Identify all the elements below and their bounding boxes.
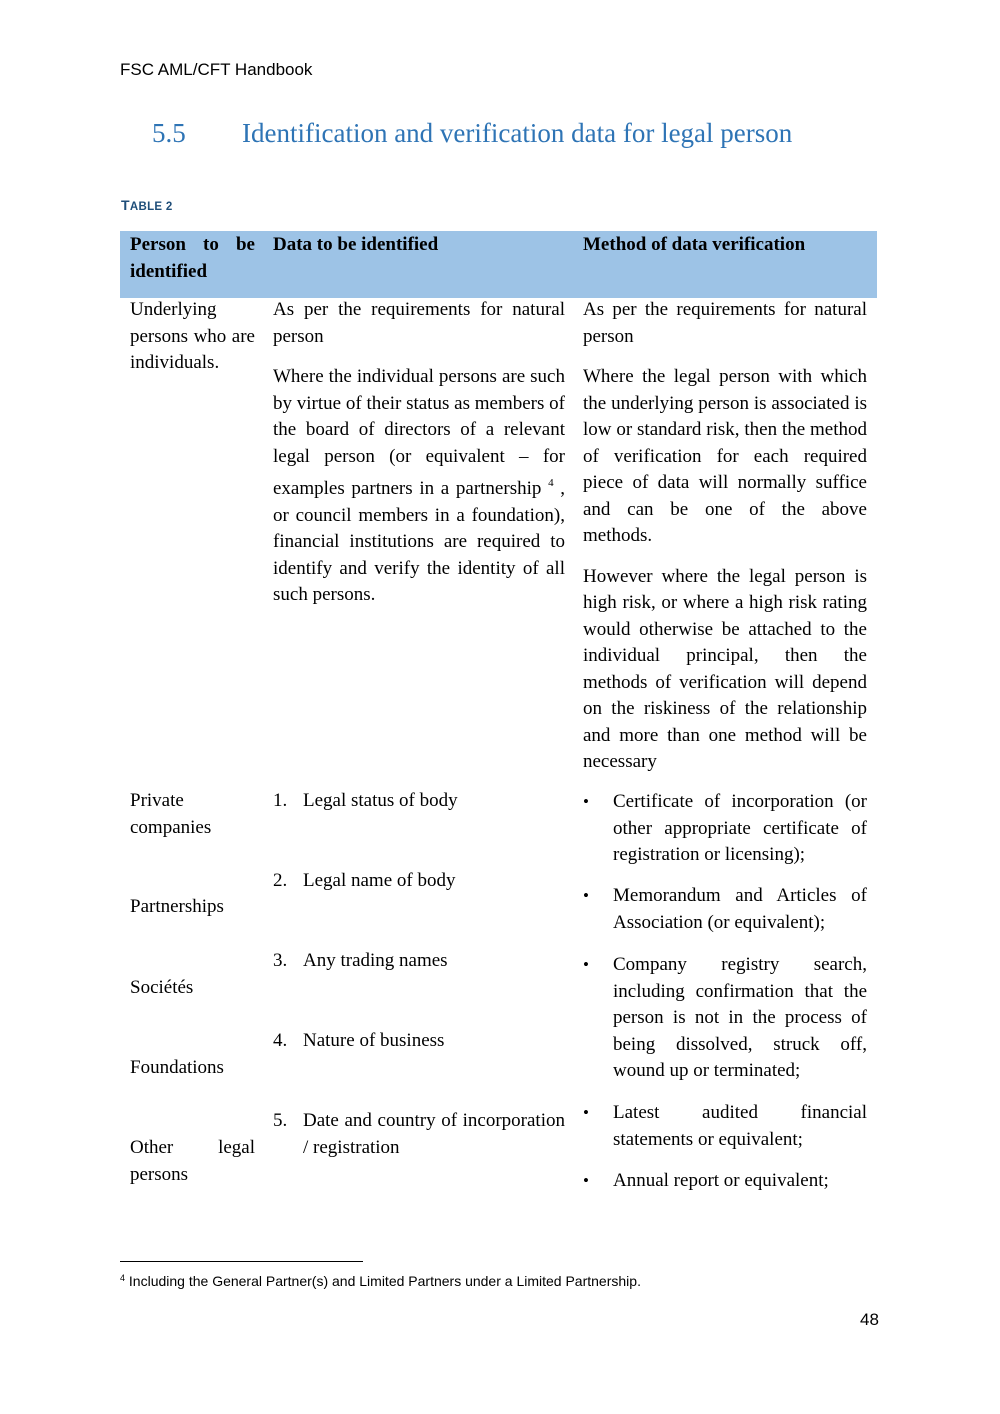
section-heading (152, 118, 792, 149)
row1-method-para-2: Where the legal person with which the underlying person is associated is low or standard risk, then the method of verification for each required piece of data will normally suffice and can be one of the above methods. (583, 366, 867, 546)
running-header: FSC AML/CFT Handbook (120, 60, 313, 79)
list-text: Legal name of body (303, 870, 456, 891)
bullet-text: Memorandum and Articles of Association (or equivalent); (613, 885, 867, 933)
table-caption (121, 197, 173, 213)
bullet-icon: • (583, 792, 589, 811)
bullet-text: Certificate of incorporation (or other appropriate certificate of registration or licensing); (613, 791, 867, 865)
footnote-reference: 4 (548, 477, 554, 489)
row1-data-para-1: As per the requirements for natural person (273, 299, 565, 347)
entity-other-legal-persons (130, 1135, 255, 1188)
list-text: Nature of business (303, 1030, 445, 1051)
entity-partnerships: Partnerships (130, 896, 224, 917)
list-number: 4. (273, 1030, 288, 1051)
bullet-item (583, 1168, 867, 1195)
list-item (273, 1028, 565, 1055)
bullet-text: Latest audited financial statements or equivalent; (613, 1102, 867, 1150)
entity-other-word-1: Other (130, 1137, 174, 1158)
page-number: 48 (860, 1310, 879, 1329)
section-title: Identification and verification data for legal person (242, 118, 793, 148)
bullet-item (583, 789, 867, 869)
bullet-icon: • (583, 1171, 589, 1190)
list-number: 3. (273, 950, 288, 971)
entity-foundations: Foundations (130, 1057, 224, 1078)
bullet-item (583, 883, 867, 936)
bullet-item (583, 952, 867, 1085)
entity-other-word-2: legal (218, 1137, 255, 1158)
bullet-text: Company registry search, including confirmation that the person is not in the process of being dissolved, struck off, wound up or terminated; (613, 954, 867, 1081)
entity-other-line (130, 1135, 255, 1162)
list-item (273, 948, 565, 975)
table-row (120, 231, 877, 790)
row1-data (263, 297, 573, 790)
footnote (120, 1273, 641, 1289)
bullet-icon: • (583, 1103, 589, 1122)
row1-method (573, 297, 877, 790)
header-person: Person to be identified (130, 234, 255, 282)
list-number: 2. (273, 870, 288, 891)
row1-method-para-3: However where the legal person is high risk, or where a high risk rating would otherwise be attached to the individual principal, then the methods of verification will depend on the riskiness of the relationship and more than one method will be necessary (583, 565, 867, 772)
entity-societes: Sociétés (130, 977, 194, 998)
row1-data-para-2-start: Where the individual persons are such by virtue of their status as members of the board of directors of a relevant legal person (or equivalent – for examples partners in a partnership (273, 366, 565, 499)
table-caption-initial: T (121, 197, 130, 213)
section-number: 5.5 (152, 118, 186, 148)
footnote-marker: 4 (120, 1273, 126, 1283)
bullet-icon: • (583, 886, 589, 905)
footnote-text: Including the General Partner(s) and Limited Partners under a Limited Partnership. (128, 1273, 641, 1289)
bullet-icon: • (583, 955, 589, 974)
footnote-separator (120, 1261, 363, 1262)
row1-person (120, 297, 263, 790)
list-item (273, 1108, 565, 1161)
list-number: 5. (273, 1110, 288, 1131)
list-item (273, 868, 565, 895)
bullet-item (583, 1100, 867, 1153)
row1-data-para-2 (273, 364, 565, 609)
identification-table (120, 231, 877, 1191)
row1-data-para-2-end: , or council members in a foundation), financial institutions are required to identify and verify the identity of all such persons. (273, 478, 565, 605)
list-item (273, 788, 565, 815)
list-text: Legal status of body (303, 790, 458, 811)
row1-person-text: Underlying persons who are individuals. (130, 299, 255, 373)
row1-method-para-1: As per the requirements for natural person (583, 299, 867, 347)
list-text: Any trading names (303, 950, 448, 971)
table-caption-rest: ABLE 2 (129, 201, 173, 213)
entity-private-companies: Private companies (130, 790, 212, 838)
header-method: Method of data verification (583, 234, 806, 255)
bullet-text: Annual report or equivalent; (613, 1170, 829, 1191)
entity-other-line-2: persons (130, 1163, 189, 1185)
list-text: Date and country of incorporation / registration (303, 1110, 565, 1158)
list-number: 1. (273, 790, 288, 811)
header-data: Data to be identified (273, 234, 439, 255)
